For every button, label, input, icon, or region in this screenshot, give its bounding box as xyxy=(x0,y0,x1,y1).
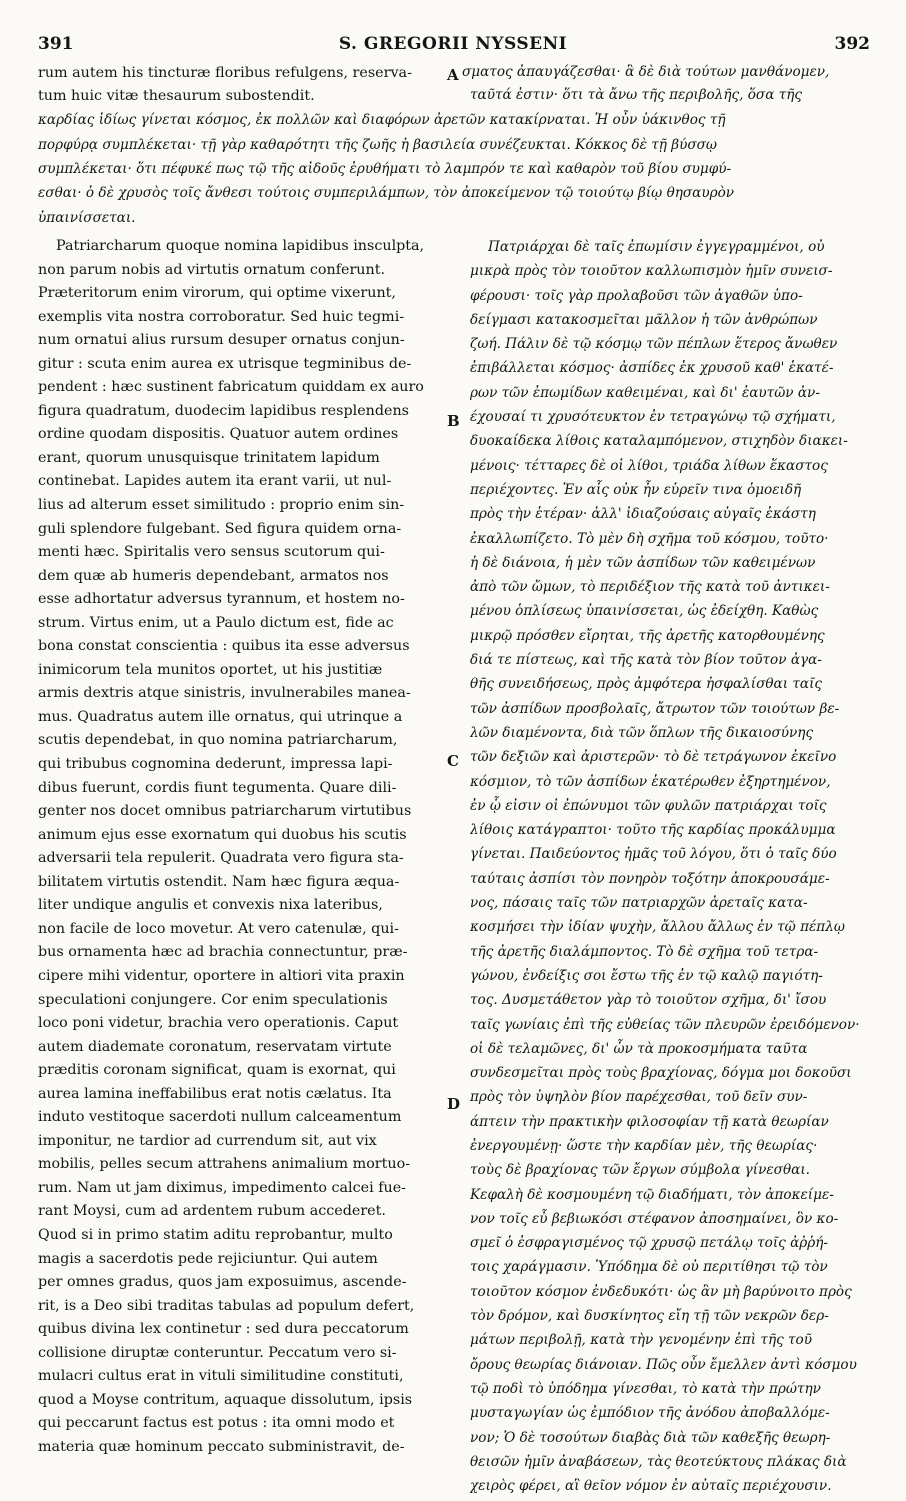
latin-text-line: per omnes gradus, quos jam exposuimus, ascende- xyxy=(38,1274,407,1291)
greek-text-line: ἐπιβάλλεται κόσμος· ἀσπίδες ἐκ χρυσοῦ καθ' ἑκατέ- xyxy=(470,360,834,377)
greek-text-line: τῷ ποδὶ τὸ ὑπόδημα γίνεσθαι, τὸ κατὰ τὴν πρώτην xyxy=(470,1380,821,1397)
greek-text-line: οἱ δὲ τελαμῶνες, δι' ὧν τὰ προκοσμήματα ταῦτα xyxy=(470,1040,808,1057)
latin-text-line: rant Moysi, cum ad ardentem rubum accederet. xyxy=(38,1203,386,1220)
greek-text-line: άπτειν τὴν πρακτικὴν φιλοσοφίαν τῇ κατὰ θεωρίαν xyxy=(470,1113,829,1130)
latin-top-line: rum autem his tincturæ floribus refulgens, reserva- xyxy=(38,65,412,81)
latin-text-line: bus ornamenta hæc ad brachia connectuntur, præ- xyxy=(38,944,408,961)
greek-text-line: τος. Δυσμετάθετον γὰρ τὸ τοιοῦτον σχῆμα, δι' ἴσου xyxy=(470,992,827,1009)
latin-text-line: scutis dependebat, in quo nomina patriarcharum, xyxy=(38,732,398,749)
greek-full-line: πορφύρᾳ συμπλέκεται· τῇ γὰρ καθαρότητι τῆς ζωῆς ἡ βασιλεία συνέζευκται. Κόκκος δὲ τῇ βύσσῳ xyxy=(38,137,717,153)
latin-text-line: Patriarcharum quoque nomina lapidibus insculpta, xyxy=(56,238,425,254)
greek-text-line: ὄρους θεωρίας διάνοιαν. Πῶς οὖν ἔμελλεν ἀντὶ κόσμου xyxy=(470,1356,857,1373)
greek-text-line: ἡ δὲ διάνοια, ἡ μὲν τῶν ἀσπίδων τῶν καθειμένων xyxy=(470,554,816,571)
greek-text-line: νος, πάσαις ταῖς τῶν πατριαρχῶν ἀρεταῖς κατα- xyxy=(470,895,808,912)
greek-text-line: Κεφαλὴ δὲ κοσμουμένη τῷ διαδήματι, τὸν ἀποκείμε- xyxy=(470,1186,834,1203)
greek-text-line: διά τε πίστεως, καὶ τῆς κατὰ τὸν βίον τοῦτον ἀγα- xyxy=(470,652,822,669)
greek-text-line: γώνου, ἐνδείξις σοι ἔστω τῆς ἐν τῷ καλῷ παγιότη- xyxy=(470,967,823,984)
greek-text-line: φέρουσι· τοῖς γὰρ προλαβοῦσι τῶν ἀγαθῶν ὑπο- xyxy=(470,287,803,304)
latin-text-line: non parum nobis ad virtutis ornatum conferunt. xyxy=(38,261,386,278)
latin-text-line: armis dextris atque sinistris, invulnerabiles manea- xyxy=(38,685,411,702)
latin-text-line: qui peccarunt factus est potus : ita omni modo et xyxy=(38,1415,395,1432)
latin-text-line: figura quadratum, duodecim lapidibus resplendens xyxy=(38,402,410,419)
greek-text-line: πρὸς τὸν ὑψηλὸν βίον παρέχεσθαι, τοῦ δεῖν συν- xyxy=(470,1089,808,1106)
greek-text-line: τῶν ἀσπίδων προσβολαῖς, ἄτρωτον τῶν τοιούτων βε- xyxy=(470,700,840,717)
greek-text-line: κοσμήσει τὴν ἰδίαν ψυχὴν, ἄλλου ἄλλως ἐν τῷ πέπλῳ xyxy=(470,919,845,936)
greek-text-line: μικρῷ πρόσθεν εἴρηται, τῆς ἀρετῆς κατορθουμένης xyxy=(470,627,825,644)
latin-text-line: gitur : scuta enim aurea ex utrisque tegminibus de- xyxy=(38,355,412,372)
greek-text-line: δείγμασι κατακοσμεῖται μᾶλλον ἡ τῶν ἀνθρώπων xyxy=(470,311,818,328)
greek-text-line: μένοις· τέτταρες δὲ οἱ λίθοι, τριάδα λίθων ἕκαστος xyxy=(470,457,828,474)
latin-column xyxy=(38,235,438,1459)
greek-full-line: καρδίας ἰδίως γίνεται κόσμος, ἐκ πολλῶν καὶ διαφόρων ἀρετῶν κατακίρναται. Ἡ οὖν ὑάκινθος τῇ xyxy=(38,112,726,128)
latin-text-line: Quod si in primo statim aditu reprobantur, multo xyxy=(38,1226,393,1243)
latin-text-line: animum ejus esse exornatum qui duobus his scutis xyxy=(38,826,407,843)
greek-text-line: νον; Ὁ δὲ τοσούτων διαβὰς διὰ τῶν καθεξῆς θεωρη- xyxy=(470,1429,831,1446)
latin-text-line: qui tribubus cognomina dederunt, impressa lapi- xyxy=(38,756,393,773)
greek-text-line: κόσμιον, τὸ τῶν ἀσπίδων ἑκατέρωθεν ἐξηρτημένον, xyxy=(470,773,831,790)
greek-text-line: πρὸς τὴν ἑτέραν· ἀλλ' ἰδιαζούσαις αὐγαῖς ἑκάστη xyxy=(470,506,816,523)
greek-text-line: νον τοῖς εὖ βεβιωκόσι στέφανον ἀποσημαίνει, ὃν κο- xyxy=(470,1210,839,1227)
latin-text-line: mobilis, pelles secum attrahens animalium mortuo- xyxy=(38,1156,411,1173)
latin-text-line: dem quæ ab humeris dependebant, armatos nos xyxy=(38,567,389,584)
latin-text-line: num ornatui alius rursum desuper ornatus conjun- xyxy=(38,332,405,349)
latin-text-line: guli splendore fulgebant. Sed figura quidem orna- xyxy=(38,520,402,537)
latin-text-line: genter nos docet omnibus patriarcharum virtutibus xyxy=(38,803,412,820)
greek-text-line: συνδεσμεῖται πρὸς τοὺς βραχίονας, δόγμα μοι δοκοῦσι xyxy=(470,1065,852,1082)
latin-text-line: bona constat conscientia : quibus ita esse adversus xyxy=(38,638,410,655)
greek-text-line: ζωή. Πάλιν δὲ τῷ κόσμῳ τῶν πέπλων ἕτερος ἄνωθεν xyxy=(470,336,838,353)
latin-text-line: rit, is a Deo sibi traditas tabulas ad populum defert, xyxy=(38,1297,415,1314)
greek-full-line: εσθαι· ὁ δὲ χρυσὸς τοῖς ἄνθεσι τούτοις συμπεριλάμπων, τὸν ἀποκείμενον τῷ τοιούτῳ βίῳ θησαυρὸν xyxy=(38,185,735,201)
latin-text-line: quod a Moyse contritum, aquaque dissolutum, ipsis xyxy=(38,1391,413,1408)
greek-text-line: ταύταις ἀσπίσι τὸν πονηρὸν τοξότην ἀποκρουσάμε- xyxy=(470,870,830,887)
greek-text-line: ἀπὸ τῶν ὤμων, τὸ περιδέξιον τῆς κατὰ τοῦ ἀντικει- xyxy=(470,579,830,596)
latin-text-line: rum. Nam ut jam diximus, impedimento calcei fue- xyxy=(38,1179,406,1196)
latin-text-line: mulacri cultus erat in vituli similitudine constituti, xyxy=(38,1368,404,1385)
greek-text-line: λίθοις κατάγραπτοι· τοῦτο τῆς καρδίας προκάλυμμα xyxy=(470,822,836,839)
latin-text-line: aurea lamina ineffabilibus erat notis cælatus. Ita xyxy=(38,1085,392,1102)
greek-full-line: συμπλέκεται· ὅτι πέφυκέ πως τῷ τῆς αἰδοῦς ἐρυθήματι τὸ λαμπρόν τε καὶ καθαρὸν τοῦ βίου συμφύ- xyxy=(38,161,732,177)
section-marker-b: B xyxy=(447,412,460,430)
greek-text-line: μικρὰ πρὸς τὸν τοιοῦτον καλλωπισμὸν ἡμῖν συνεισ- xyxy=(470,263,833,280)
latin-text-line: dibus fuerunt, cordis fiunt tegumenta. Quare dili- xyxy=(38,779,397,796)
greek-text-line: Πατριάρχαι δὲ ταῖς ἐπωμίσιν ἐγγεγραμμένοι, οὐ xyxy=(488,239,825,255)
latin-text-line: ordine quodam dispositis. Quatuor autem ordines xyxy=(38,426,399,443)
greek-text-line: ἐκαλλωπίζετο. Τὸ μὲν δὴ σχῆμα τοῦ κόσμου, τοῦτο· xyxy=(470,530,829,547)
greek-column xyxy=(470,235,876,1498)
latin-text-line: loco poni videtur, brachia vero operationis. Caput xyxy=(38,1015,399,1032)
section-marker-d: D xyxy=(447,1095,461,1113)
latin-text-line: non facile de loco movetur. At vero catenulæ, qui- xyxy=(38,920,399,937)
latin-text-line: magis a sacerdotis pede rejiciuntur. Qui autem xyxy=(38,1250,378,1267)
greek-text-line: σμεῖ ὁ ἐσφραγισμένος τῷ χρυσῷ πετάλῳ τοῖς ἀῤῥή- xyxy=(470,1235,828,1252)
latin-text-line: materia quæ hominum peccato subministravit, de- xyxy=(38,1438,405,1455)
latin-text-line: autem diademate coronatum, reservatam virtute xyxy=(38,1038,392,1055)
latin-text-line: lius ad alterum esset similitudo : proprio enim sin- xyxy=(38,497,405,514)
latin-text-line: menti hæc. Spiritalis vero sensus scutorum qui- xyxy=(38,544,385,561)
running-title: S. GREGORII NYSSENI xyxy=(338,34,568,54)
greek-text-line: έχουσαί τι χρυσότευκτον ἐν τετραγώνῳ τῷ σχήματι, xyxy=(470,409,836,426)
left-page-number: 391 xyxy=(38,34,74,54)
greek-text-line: δυοκαίδεκα λίθοις καταλαμπόμενον, στιχηδὸν διακει- xyxy=(470,433,848,450)
right-page-number: 392 xyxy=(834,34,870,54)
latin-text-line: præditis coronam significat, quam is exornat, qui xyxy=(38,1062,396,1079)
latin-text-line: continebat. Lapides autem ita erant varii, ut nul- xyxy=(38,473,392,490)
greek-text-line: μυσταγωγίαν ὡς ἐμπόδιον τῆς ἀνόδου ἀποβαλλόμε- xyxy=(470,1405,830,1422)
greek-text-line: γίνεται. Παιδεύοντος ἡμᾶς τοῦ λόγου, ὅτι ὁ ταῖς δύο xyxy=(470,846,837,863)
greek-text-line: χειρὸς φέρει, αἳ θεῖον νόμον ἐν αὐταῖς περιέχουσιν. xyxy=(470,1478,832,1495)
latin-text-line: cipere mihi videntur, oportere in altiori vita praxin xyxy=(38,967,405,984)
greek-text-line: μάτων περιβολῇ, κατὰ τὴν γενομένην ἐπὶ τῆς τοῦ xyxy=(470,1332,813,1349)
greek-text-line: ἐνεργουμένῃ· ὥστε τὴν καρδίαν μὲν, τῆς θεωρίας· xyxy=(470,1137,818,1154)
section-marker-c: C xyxy=(447,752,459,770)
latin-text-line: mus. Quadratus autem ille ornatus, qui utrinque a xyxy=(38,708,403,725)
greek-text-line: μένου ὁπλίσεως ὑπαινίσσεται, ὡς ἐδείχθη. Καθὼς xyxy=(470,603,819,620)
latin-text-line: adversarii tela repulerit. Quadrata vero figura sta- xyxy=(38,850,404,867)
greek-top-line: ταῦτά ἐστιν· ὅτι τὰ ἄνω τῆς περιβολῆς, ὅσα τῆς xyxy=(470,87,802,103)
greek-top-line: σματος ἀπαυγάζεσθαι· ἃ δὲ διὰ τούτων μανθάνομεν, xyxy=(462,64,830,80)
latin-text-line: liter undique angulis et convexis nixa lateribus, xyxy=(38,897,383,914)
greek-full-line: ὑπαινίσσεται. xyxy=(38,210,136,226)
latin-text-line: induto vestitoque sacerdoti nullum calceamentum xyxy=(38,1109,402,1126)
greek-text-line: τοὺς δὲ βραχίονας τῶν ἔργων σύμβολα γίνεσθαι. xyxy=(470,1162,810,1179)
latin-text-line: strum. Virtus enim, ut a Paulo dictum est, fide ac xyxy=(38,614,394,631)
greek-text-line: τοιοῦτον κόσμον ἐνδεδυκότι· ὡς ἂν μὴ βαρύνοιτο πρὸς xyxy=(470,1283,852,1300)
latin-top-line: tum huic vitæ thesaurum subostendit. xyxy=(38,88,315,104)
greek-text-line: λῶν διαμένοντα, διὰ τῶν ὅπλων τῆς δικαιοσύνης xyxy=(470,724,814,741)
greek-text-line: ρων τῶν ἐπωμίδων καθειμέναι, καὶ δι' ἑαυτῶν ἀν- xyxy=(470,384,820,401)
latin-text-line: quibus divina lex continetur : sed dura peccatorum xyxy=(38,1321,409,1338)
greek-text-line: θεισῶν ἡμῖν ἀναβάσεων, τὰς θεοτεύκτους πλάκας διὰ xyxy=(470,1453,847,1470)
greek-text-line: τῆς ἀρετῆς διαλάμποντος. Τὸ δὲ σχῆμα τοῦ τετρα- xyxy=(470,943,819,960)
latin-text-line: speculationi conjungere. Cor enim speculationis xyxy=(38,991,388,1008)
latin-text-line: exemplis vita nostra corroboratur. Sed huic tegmi- xyxy=(38,308,405,325)
greek-text-line: θῆς συνειδήσεως, πρὸς ἀμφότερα ἠσφαλίσθαι ταῖς xyxy=(470,676,823,693)
greek-text-line: ἐν ᾧ εἰσιν οἱ ἐπώνυμοι τῶν φυλῶν πατριάρχαι τοῖς xyxy=(470,797,827,814)
latin-text-line: imponitur, ne tardior ad currendum sit, aut vix xyxy=(38,1132,377,1149)
greek-text-line: ταῖς γωνίαις ἐπὶ τῆς εὐθείας τῶν πλευρῶν ἐρειδόμενον· xyxy=(470,1016,860,1033)
latin-text-line: erant, quorum unusquisque trinitatem lapidum xyxy=(38,449,380,466)
greek-text-line: περιέχοντες. Ἐν αἷς οὐκ ἦν εὑρεῖν τινα ὁμοειδῆ xyxy=(470,481,802,498)
section-marker-a: A xyxy=(447,66,459,84)
greek-text-line: τοις χαράγμασιν. Ὑπόδημα δὲ οὐ περιτίθησι τῷ τὸν xyxy=(470,1259,828,1276)
latin-text-line: collisione diruptæ conteruntur. Peccatum vero si- xyxy=(38,1344,397,1361)
latin-text-line: Præteritorum enim virorum, qui optime vixerunt, xyxy=(38,285,396,302)
latin-text-line: inimicorum tela munitos oportet, ut his justitiæ xyxy=(38,661,383,678)
greek-text-line: τῶν δεξιῶν καὶ ἀριστερῶν· τὸ δὲ τετράγωνον ἐκεῖνο xyxy=(470,749,837,766)
latin-text-line: esse adhortatur adversus tyrannum, et hostem no- xyxy=(38,591,405,608)
latin-text-line: bilitatem virtutis ostendit. Nam hæc figura æqua- xyxy=(38,873,400,890)
greek-text-line: τὸν δρόμον, καὶ δυσκίνητος εἴη τῇ τῶν νεκρῶν δερ- xyxy=(470,1308,829,1325)
latin-text-line: pendent : hæc sustinent fabricatum quiddam ex auro xyxy=(38,379,424,396)
